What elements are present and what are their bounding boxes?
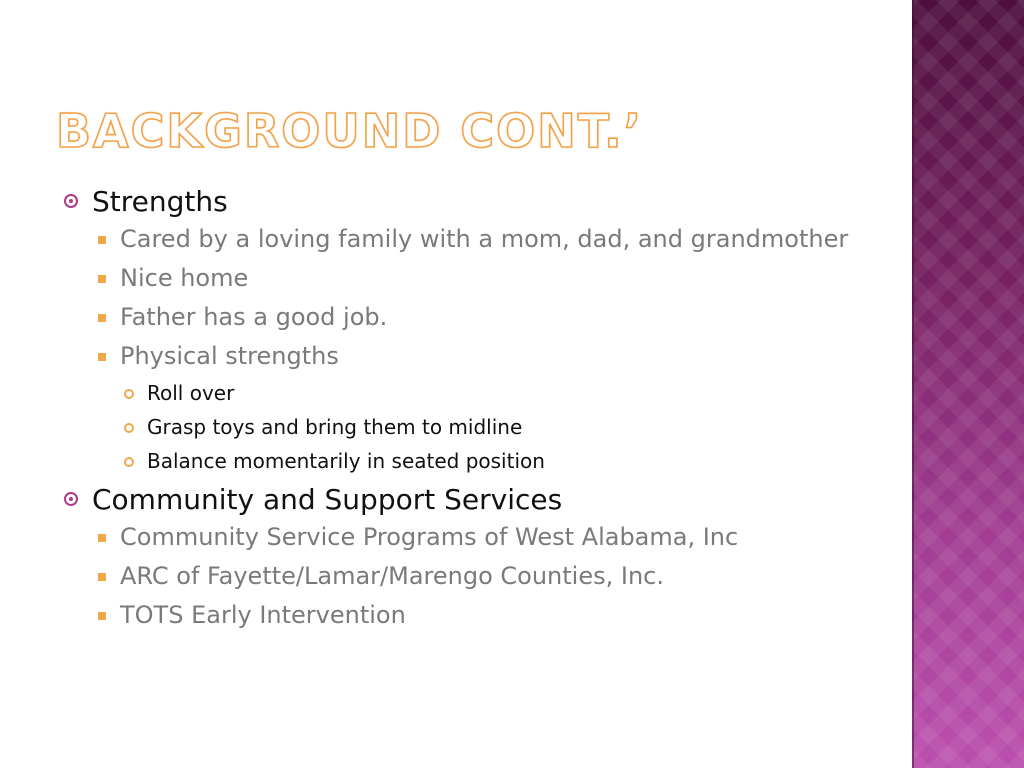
sub-list-item <box>60 414 900 440</box>
list-item <box>60 561 900 591</box>
sub-list-item <box>60 380 900 406</box>
slide-title: BACKGROUND CONT.’ <box>56 104 644 158</box>
list-item <box>60 224 900 254</box>
list-item-text: Cared by a loving family with a mom, dad, and grandmother <box>120 225 849 253</box>
list-item <box>60 341 900 371</box>
ring-bullet-icon <box>124 457 134 467</box>
ring-bullet-icon <box>124 389 134 399</box>
list-item-text: Physical strengths <box>120 342 339 370</box>
square-bullet-icon <box>98 612 106 620</box>
decorative-sidebar <box>912 0 1024 768</box>
ring-bullet-icon <box>124 423 134 433</box>
square-bullet-icon <box>98 353 106 361</box>
list-item <box>60 522 900 552</box>
list-item <box>60 600 900 630</box>
bullet-strengths <box>60 184 900 220</box>
square-bullet-icon <box>98 314 106 322</box>
list-item <box>60 302 900 332</box>
circle-bullet-icon <box>64 194 78 208</box>
list-item-text: Father has a good job. <box>120 303 388 331</box>
sub-list-item-text: Balance momentarily in seated position <box>147 449 545 473</box>
list-item <box>60 263 900 293</box>
slide-body <box>60 184 900 639</box>
list-item-text: TOTS Early Intervention <box>120 601 406 629</box>
square-bullet-icon <box>98 573 106 581</box>
square-bullet-icon <box>98 275 106 283</box>
list-item-text: ARC of Fayette/Lamar/Marengo Counties, Inc. <box>120 562 664 590</box>
sidebar-edge <box>912 0 914 768</box>
bullet-label: Community and Support Services <box>92 483 563 516</box>
square-bullet-icon <box>98 236 106 244</box>
sub-list-item-text: Roll over <box>147 381 235 405</box>
list-item-text: Nice home <box>120 264 249 292</box>
bullet-label: Strengths <box>92 185 228 218</box>
circle-bullet-icon <box>64 492 78 506</box>
bullet-community-services <box>60 482 900 518</box>
square-bullet-icon <box>98 534 106 542</box>
sub-list-item-text: Grasp toys and bring them to midline <box>147 415 523 439</box>
sub-list-item <box>60 448 900 474</box>
list-item-text: Community Service Programs of West Alabama, Inc <box>120 523 739 551</box>
